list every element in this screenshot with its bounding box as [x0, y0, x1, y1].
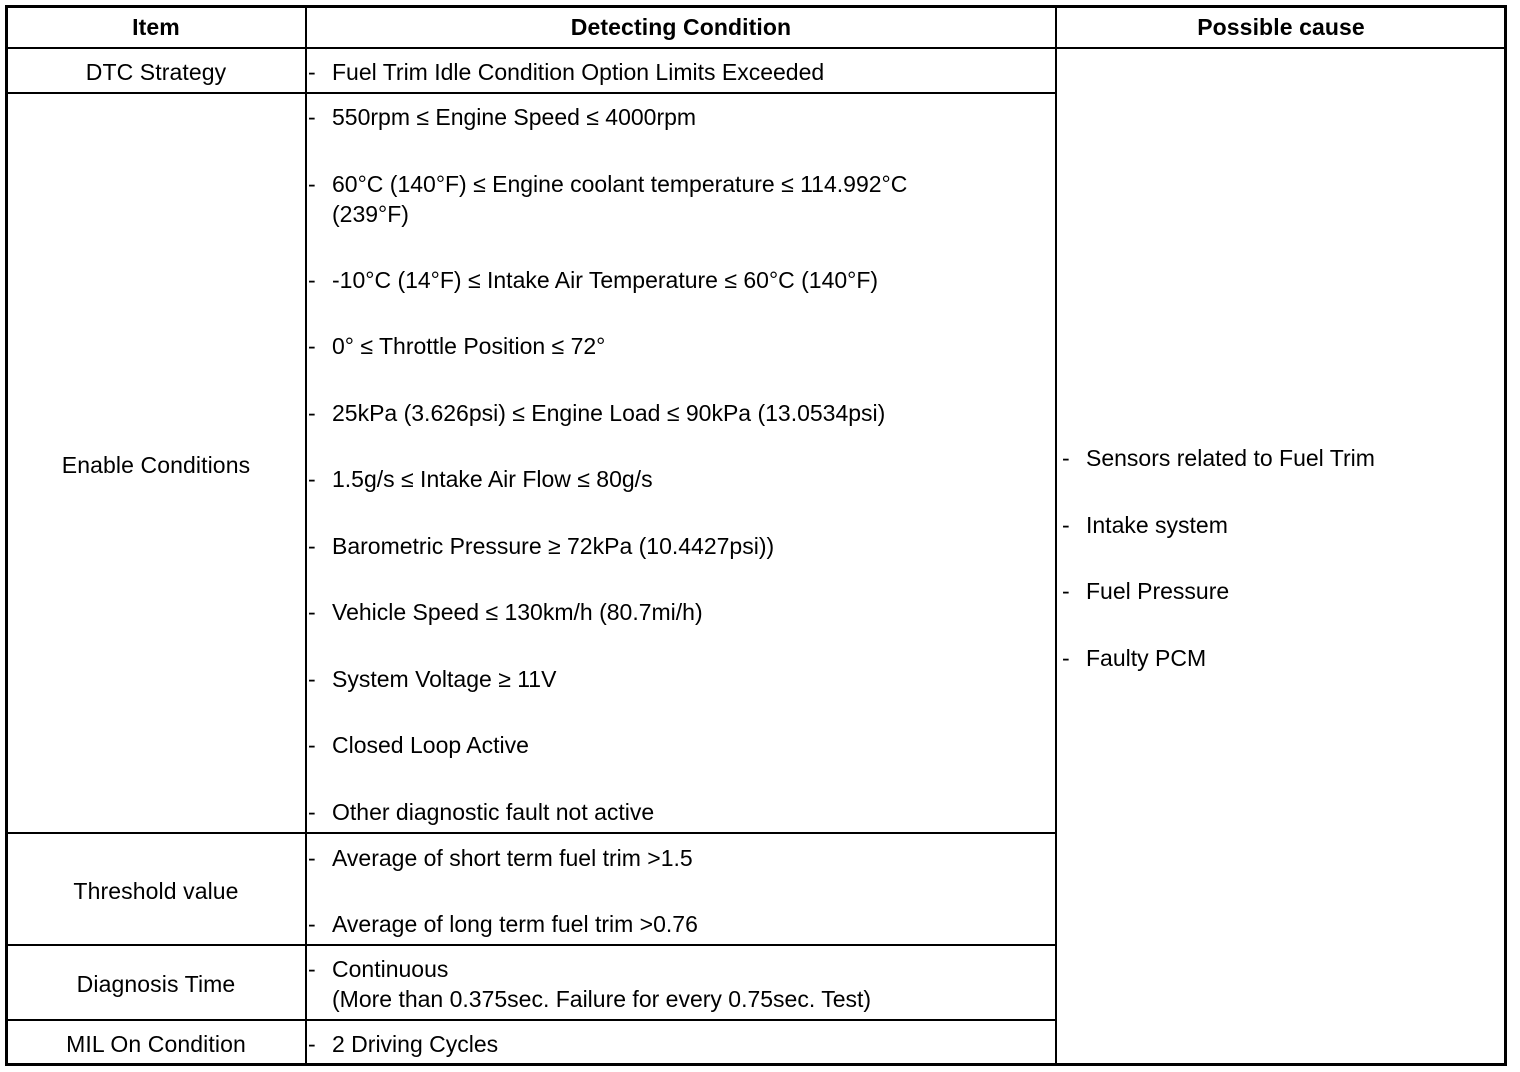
condition-text: Other diagnostic fault not active — [332, 799, 655, 825]
bullet-dash: - — [1062, 512, 1070, 538]
cause-text: Intake system — [1086, 512, 1228, 538]
bullet-dash: - — [1062, 578, 1070, 604]
condition-text: System Voltage ≥ 11V — [332, 666, 557, 692]
column-divider-2 — [1055, 5, 1057, 1066]
condition-text: Vehicle Speed ≤ 130km/h (80.7mi/h) — [332, 599, 703, 625]
bullet-dash: - — [308, 732, 316, 758]
item-diagnosis-time: Diagnosis Time — [76, 971, 236, 997]
bullet-dash: - — [1062, 445, 1070, 471]
row-divider — [5, 944, 1057, 946]
condition-text: 1.5g/s ≤ Intake Air Flow ≤ 80g/s — [332, 466, 653, 492]
condition-text: 2 Driving Cycles — [332, 1031, 499, 1057]
bullet-dash: - — [308, 533, 316, 559]
bullet-dash: - — [308, 956, 316, 982]
item-dtc-strategy: DTC Strategy — [85, 59, 227, 85]
column-divider-1 — [305, 5, 307, 1066]
bullet-dash: - — [1062, 645, 1070, 671]
bullet-dash: - — [308, 911, 316, 937]
row-divider — [5, 1019, 1057, 1021]
item-mil-on-condition: MIL On Condition — [66, 1031, 246, 1057]
bullet-dash: - — [308, 845, 316, 871]
bullet-dash: - — [308, 666, 316, 692]
condition-text: 25kPa (3.626psi) ≤ Engine Load ≤ 90kPa (13.0534psi) — [332, 400, 886, 426]
condition-text: 60°C (140°F) ≤ Engine coolant temperature ≤ 114.992°C — [332, 171, 908, 197]
condition-text: Fuel Trim Idle Condition Option Limits Exceeded — [332, 59, 825, 85]
condition-text: Average of short term fuel trim >1.5 — [332, 845, 693, 871]
header-detecting-condition: Detecting Condition — [570, 14, 792, 40]
bullet-dash: - — [308, 171, 316, 197]
bullet-dash: - — [308, 466, 316, 492]
condition-text: 0° ≤ Throttle Position ≤ 72° — [332, 333, 606, 359]
condition-text: (More than 0.375sec. Failure for every 0.75sec. Test) — [332, 986, 872, 1012]
cause-text: Fuel Pressure — [1086, 578, 1230, 604]
bullet-dash: - — [308, 104, 316, 130]
condition-text: Barometric Pressure ≥ 72kPa (10.4427psi)) — [332, 533, 775, 559]
bullet-dash: - — [308, 400, 316, 426]
bullet-dash: - — [308, 267, 316, 293]
condition-text: Average of long term fuel trim >0.76 — [332, 911, 698, 937]
condition-text: 550rpm ≤ Engine Speed ≤ 4000rpm — [332, 104, 697, 130]
cause-text: Sensors related to Fuel Trim — [1086, 445, 1375, 471]
header-possible-cause: Possible cause — [1197, 14, 1365, 40]
row-divider — [5, 92, 1057, 94]
bullet-dash: - — [308, 799, 316, 825]
header-divider — [5, 47, 1507, 49]
condition-text: Continuous — [332, 956, 449, 982]
header-item: Item — [132, 14, 180, 40]
bullet-dash: - — [308, 1031, 316, 1057]
row-divider — [5, 832, 1057, 834]
item-enable-conditions: Enable Conditions — [61, 452, 251, 478]
condition-text: -10°C (14°F) ≤ Intake Air Temperature ≤ 60°C (140°F) — [332, 267, 879, 293]
bullet-dash: - — [308, 599, 316, 625]
condition-text: Closed Loop Active — [332, 732, 529, 758]
bullet-dash: - — [308, 333, 316, 359]
condition-text: (239°F) — [332, 201, 409, 227]
item-threshold-value: Threshold value — [73, 878, 239, 904]
cause-text: Faulty PCM — [1086, 645, 1207, 671]
bullet-dash: - — [308, 59, 316, 85]
